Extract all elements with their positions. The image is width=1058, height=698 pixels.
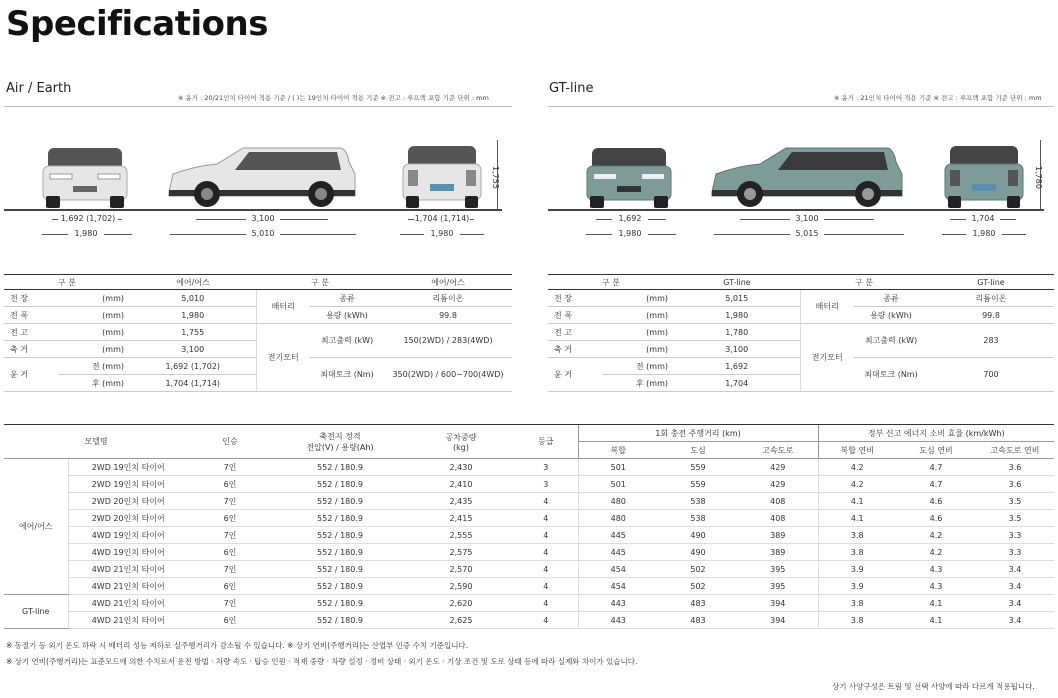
row-unit: (mm) [602,341,674,358]
cell-e-city: 4.2 [896,527,976,544]
battery-label: 배터리 [256,290,310,324]
rim-rear [862,188,874,200]
cell-e-comb: 4.2 [818,459,896,476]
headlight-left [594,174,616,179]
cell-battery: 552 / 180.9 [272,493,408,510]
table-row [4,544,1054,561]
gt-title-rule [548,106,1054,107]
plate [430,184,454,191]
track-label: 윤 거 [4,358,58,392]
row-value: 1,980 [674,307,800,324]
cell-seats: 6인 [188,544,272,561]
cell-e-city: 4.6 [896,493,976,510]
cell-r-city: 490 [658,527,738,544]
wheel-left [948,196,961,208]
header-weight [408,425,514,459]
cell-r-comb: 443 [578,595,658,612]
track-front-value: 1,692 [674,358,800,375]
wheel-left [46,196,60,208]
cell-r-comb: 443 [578,612,658,629]
cell-r-hwy: 394 [738,612,818,629]
header-category: 구 분 [256,275,384,290]
row-value: 3,100 [130,341,256,358]
cell-seats: 6인 [188,510,272,527]
table-row [4,459,1054,476]
footnote-1: ※ 동절기 등 외기 온도 하락 시 배터리 성능 저하로 실주행거리가 감소될 수 있습니다. ※ 상기 연비(주행거리)는 산업부 인증 수치 기준입니다. [6,641,469,650]
row-value: 5,015 [674,290,800,307]
motor-power-label: 최고출력 (kW) [310,324,384,358]
taillight-left [408,170,418,186]
cell-r-hwy: 394 [738,595,818,612]
table-row [4,595,1054,612]
table-row [4,476,1054,493]
cell-r-comb: 501 [578,459,658,476]
track-front-value: 1,692 (1,702) [130,358,256,375]
cell-grade: 4 [514,578,578,595]
wheel-right [654,196,668,208]
row-value: 1,780 [674,324,800,341]
cell-r-comb: 445 [578,527,658,544]
track-rear-value: 1,704 (1,714) [130,375,256,392]
cell-r-hwy: 395 [738,578,818,595]
header-model: GT-line [674,275,800,290]
body [43,166,127,200]
table-row [548,324,1054,341]
cell-trim: 4WD 21인치 타이어 [68,578,188,595]
taillight-right [1008,170,1018,186]
row-value: 1,755 [130,324,256,341]
performance-table-body [4,459,1054,629]
cell-grade: 3 [514,476,578,493]
cell-weight: 2,575 [408,544,514,561]
cell-e-comb: 3.8 [818,595,896,612]
air-note: ※ 윤거 : 20/21인치 타이어 적용 기준 / ( )는 19인치 타이어 적용 기준 ※ 전고 : 루프랙 포함 기준 단위 : mm [178,94,489,102]
headlight-right [642,174,664,179]
cell-r-hwy: 408 [738,510,818,527]
spec-header-row [548,275,1054,290]
air-rear-view [400,140,484,210]
cell-e-hwy: 3.5 [976,510,1054,527]
cell-e-hwy: 3.4 [976,595,1054,612]
header-efficiency: 정부 신고 에너지 소비 효율 (km/kWh) [818,425,1054,442]
cell-e-hwy: 3.4 [976,612,1054,629]
gt-front-view [584,140,674,210]
cell-r-comb: 454 [578,561,658,578]
cell-r-city: 502 [658,578,738,595]
row-label: 전 장 [4,290,58,307]
cell-r-hwy: 389 [738,527,818,544]
row-unit: (mm) [602,324,674,341]
battery-capacity-label: 용량 (kWh) [854,307,928,324]
page-title: Specifications [6,4,268,44]
header-range: 1회 충전 주행거리 (km) [578,425,818,442]
cell-battery: 552 / 180.9 [272,459,408,476]
cell-trim: 4WD 19인치 타이어 [68,544,188,561]
table-row [4,612,1054,629]
wheel-right [110,196,124,208]
row-label: 전 폭 [4,307,58,324]
track-rear-label: 후 (mm) [58,375,130,392]
air-side-view [165,140,360,210]
gt-length: 5,015 [790,229,824,238]
perf-header-row [4,425,1054,442]
grille [73,186,97,192]
windows [778,152,888,170]
cell-seats: 7인 [188,595,272,612]
header-model: 에어/어스 [130,275,256,290]
cell-grade: 4 [514,561,578,578]
cell-weight: 2,415 [408,510,514,527]
motor-torque-label: 최대토크 (Nm) [310,358,384,392]
cell-battery: 552 / 180.9 [272,595,408,612]
row-label: 전 장 [548,290,602,307]
cell-weight: 2,555 [408,527,514,544]
track-label: 윤 거 [548,358,602,392]
cell-e-city: 4.7 [896,459,976,476]
battery-type-value: 리튬이온 [384,290,512,307]
header-eff-highway: 고속도로 연비 [976,442,1054,459]
plate [972,184,996,191]
air-section-title: Air / Earth [6,81,72,96]
air-front-view [40,140,130,210]
gt-wheelbase: 3,100 [790,214,824,223]
cell-battery: 552 / 180.9 [272,527,408,544]
motor-label: 전기모터 [800,324,854,392]
row-unit: (mm) [58,324,130,341]
cell-e-hwy: 3.4 [976,578,1054,595]
air-title-rule [4,106,512,107]
footnote-right: 상기 사양구성은 트림 및 선택 사양에 따라 다르게 적용됩니다. [832,682,1035,691]
gt-side-view [708,140,908,210]
cell-seats: 7인 [188,493,272,510]
cell-r-city: 559 [658,459,738,476]
cell-r-city: 538 [658,510,738,527]
gt-height: 1,780 [1034,166,1043,189]
motor-torque-value: 700 [928,358,1054,392]
track-rear-label: 후 (mm) [602,375,674,392]
cell-trim: 4WD 21인치 타이어 [68,561,188,578]
cell-grade: 4 [514,595,578,612]
cell-trim: 4WD 21인치 타이어 [68,612,188,629]
cell-seats: 7인 [188,527,272,544]
cell-r-comb: 480 [578,510,658,527]
cell-r-comb: 480 [578,493,658,510]
row-unit: (mm) [602,290,674,307]
taillight-left [950,170,960,186]
cell-e-comb: 3.8 [818,527,896,544]
table-row [4,290,512,307]
cell-grade: 3 [514,459,578,476]
cell-r-comb: 501 [578,476,658,493]
cell-seats: 6인 [188,578,272,595]
cell-e-comb: 4.2 [818,476,896,493]
cell-trim: 4WD 19인치 타이어 [68,527,188,544]
table-row [4,493,1054,510]
cell-grade: 4 [514,612,578,629]
cell-e-hwy: 3.4 [976,561,1054,578]
air-ground-line [4,209,502,211]
header-battery-line1: 축전지 정격 [319,431,361,441]
cell-r-comb: 445 [578,544,658,561]
cell-e-hwy: 3.6 [976,476,1054,493]
cell-e-hwy: 3.3 [976,544,1054,561]
cell-seats: 7인 [188,561,272,578]
motor-torque-value: 350(2WD) / 600~700(4WD) [384,358,512,392]
battery-capacity-value: 99.8 [928,307,1054,324]
spec-table-gt [548,274,1054,392]
cell-e-city: 4.3 [896,561,976,578]
track-front-label: 전 (mm) [58,358,130,375]
row-label: 전 고 [548,324,602,341]
cell-r-city: 559 [658,476,738,493]
taillight-right [466,170,476,186]
row-value: 3,100 [674,341,800,358]
header-model: 모델명 [4,425,188,459]
rim-front [201,188,213,200]
cell-r-hwy: 429 [738,476,818,493]
cell-e-city: 4.7 [896,476,976,493]
cell-weight: 2,435 [408,493,514,510]
cell-r-hwy: 389 [738,544,818,561]
cell-weight: 2,590 [408,578,514,595]
table-row [4,324,512,341]
cell-weight: 2,570 [408,561,514,578]
header-eff-city: 도심 연비 [896,442,976,459]
cell-seats: 6인 [188,612,272,629]
cell-e-city: 4.6 [896,510,976,527]
cell-trim: 2WD 20인치 타이어 [68,493,188,510]
cell-r-city: 502 [658,561,738,578]
cell-r-hwy: 408 [738,493,818,510]
row-value: 5,010 [130,290,256,307]
motor-power-value: 150(2WD) / 283(4WD) [384,324,512,358]
spec-header-row [4,275,512,290]
row-unit: (mm) [602,307,674,324]
cell-battery: 552 / 180.9 [272,544,408,561]
header-weight-line2: (kg) [453,442,469,452]
cell-e-hwy: 3.5 [976,493,1054,510]
cell-e-comb: 4.1 [818,493,896,510]
air-front-track: 1,692 (1,702) [58,214,118,223]
cell-battery: 552 / 180.9 [272,578,408,595]
motor-power-label: 최고출력 (kW) [854,324,928,358]
battery-type-value: 리튬이온 [928,290,1054,307]
cell-e-comb: 4.1 [818,510,896,527]
cell-weight: 2,430 [408,459,514,476]
row-unit: (mm) [58,341,130,358]
rim-rear [315,188,327,200]
cell-weight: 2,410 [408,476,514,493]
cell-e-comb: 3.8 [818,612,896,629]
rim-front [744,188,756,200]
header-model: 에어/어스 [384,275,512,290]
cell-r-city: 538 [658,493,738,510]
row-unit: (mm) [58,307,130,324]
body [587,166,671,200]
row-label: 축 거 [548,341,602,358]
gt-rear-view [942,140,1026,210]
gt-ground-line [548,209,1044,211]
cell-e-city: 4.1 [896,595,976,612]
cell-battery: 552 / 180.9 [272,561,408,578]
cell-r-city: 490 [658,544,738,561]
motor-power-value: 283 [928,324,1054,358]
wheel-left [406,196,419,208]
cell-e-hwy: 3.3 [976,527,1054,544]
cell-battery: 552 / 180.9 [272,612,408,629]
air-height: 1,755 [491,166,500,189]
gt-front-width: 1,980 [612,229,648,238]
cell-grade: 4 [514,493,578,510]
air-rear-width: 1,980 [424,229,460,238]
row-label: 축 거 [4,341,58,358]
header-weight-line1: 공차중량 [445,432,477,442]
cell-r-hwy: 429 [738,459,818,476]
headlight-left [50,174,72,179]
row-unit: (mm) [58,290,130,307]
cell-r-comb: 454 [578,578,658,595]
air-front-width: 1,980 [68,229,104,238]
table-row [548,290,1054,307]
wheel-right [465,196,478,208]
header-model: GT-line [928,275,1054,290]
group-name: 에어/어스 [4,459,68,595]
cell-e-city: 4.2 [896,544,976,561]
cell-battery: 552 / 180.9 [272,510,408,527]
table-row [4,561,1054,578]
wheel-left [590,196,604,208]
battery-capacity-value: 99.8 [384,307,512,324]
battery-label: 배터리 [800,290,854,324]
battery-type-label: 종류 [854,290,928,307]
cell-e-comb: 3.9 [818,561,896,578]
header-category: 구 분 [800,275,928,290]
header-range-city: 도심 [658,442,738,459]
cell-trim: 2WD 20인치 타이어 [68,510,188,527]
cell-seats: 6인 [188,476,272,493]
cell-e-comb: 3.8 [818,544,896,561]
group-name: GT-line [4,595,68,629]
track-front-label: 전 (mm) [602,358,674,375]
battery-capacity-label: 용량 (kWh) [310,307,384,324]
header-seats: 인승 [188,425,272,459]
cell-e-comb: 3.9 [818,578,896,595]
header-category: 구 분 [548,275,674,290]
header-category: 구 분 [4,275,130,290]
cell-grade: 4 [514,544,578,561]
windows [235,152,341,170]
gt-front-track: 1,692 [612,214,648,223]
battery-type-label: 종류 [310,290,384,307]
gt-note: ※ 윤거 : 21인치 타이어 적용 기준 ※ 전고 : 루프랙 포함 기준 단위 : mm [834,94,1042,102]
table-row [4,527,1054,544]
row-value: 1,980 [130,307,256,324]
cell-r-city: 483 [658,595,738,612]
header-battery-line2: 전압(V) / 용량(Ah) [306,442,374,452]
motor-label: 전기모터 [256,324,310,392]
cell-e-city: 4.3 [896,578,976,595]
cell-r-hwy: 395 [738,561,818,578]
header-range-highway: 고속도로 [738,442,818,459]
cell-grade: 4 [514,527,578,544]
cell-weight: 2,625 [408,612,514,629]
performance-table [4,424,1054,629]
cell-trim: 2WD 19인치 타이어 [68,476,188,493]
cell-r-city: 483 [658,612,738,629]
track-rear-value: 1,704 [674,375,800,392]
footnote-2: ※ 상기 연비(주행거리)는 표준모드에 의한 수치로서 운전 방법 · 차량 속도 · 탑승 인원 · 적재 중량 · 차량 설정 · 정비 상태 · 외기 온도 · 기상 조건 및 도로 상태 등에 따라 실제와 차이가 있습니다. [6,657,638,666]
cell-e-hwy: 3.6 [976,459,1054,476]
row-label: 전 고 [4,324,58,341]
gt-section-title: GT-line [549,81,594,96]
row-label: 전 폭 [548,307,602,324]
wheel-right [1007,196,1020,208]
header-eff-combined: 복합 연비 [818,442,896,459]
table-row [4,510,1054,527]
spec-table-air [4,274,512,392]
header-grade: 등급 [514,425,578,459]
cell-trim: 4WD 21인치 타이어 [68,595,188,612]
cell-weight: 2,620 [408,595,514,612]
cell-grade: 4 [514,510,578,527]
cell-seats: 7인 [188,459,272,476]
cell-trim: 2WD 19인치 타이어 [68,459,188,476]
cell-e-city: 4.1 [896,612,976,629]
headlight-right [98,174,120,179]
motor-torque-label: 최대토크 (Nm) [854,358,928,392]
header-range-combined: 복합 [578,442,658,459]
air-wheelbase: 3,100 [246,214,280,223]
gt-rear-width: 1,980 [966,229,1002,238]
table-row [4,578,1054,595]
cell-battery: 552 / 180.9 [272,476,408,493]
grille [617,186,641,192]
header-battery [272,425,408,459]
air-rear-track: 1,704 (1,714) [414,214,470,223]
air-length: 5,010 [246,229,280,238]
gt-rear-track: 1,704 [966,214,1000,223]
